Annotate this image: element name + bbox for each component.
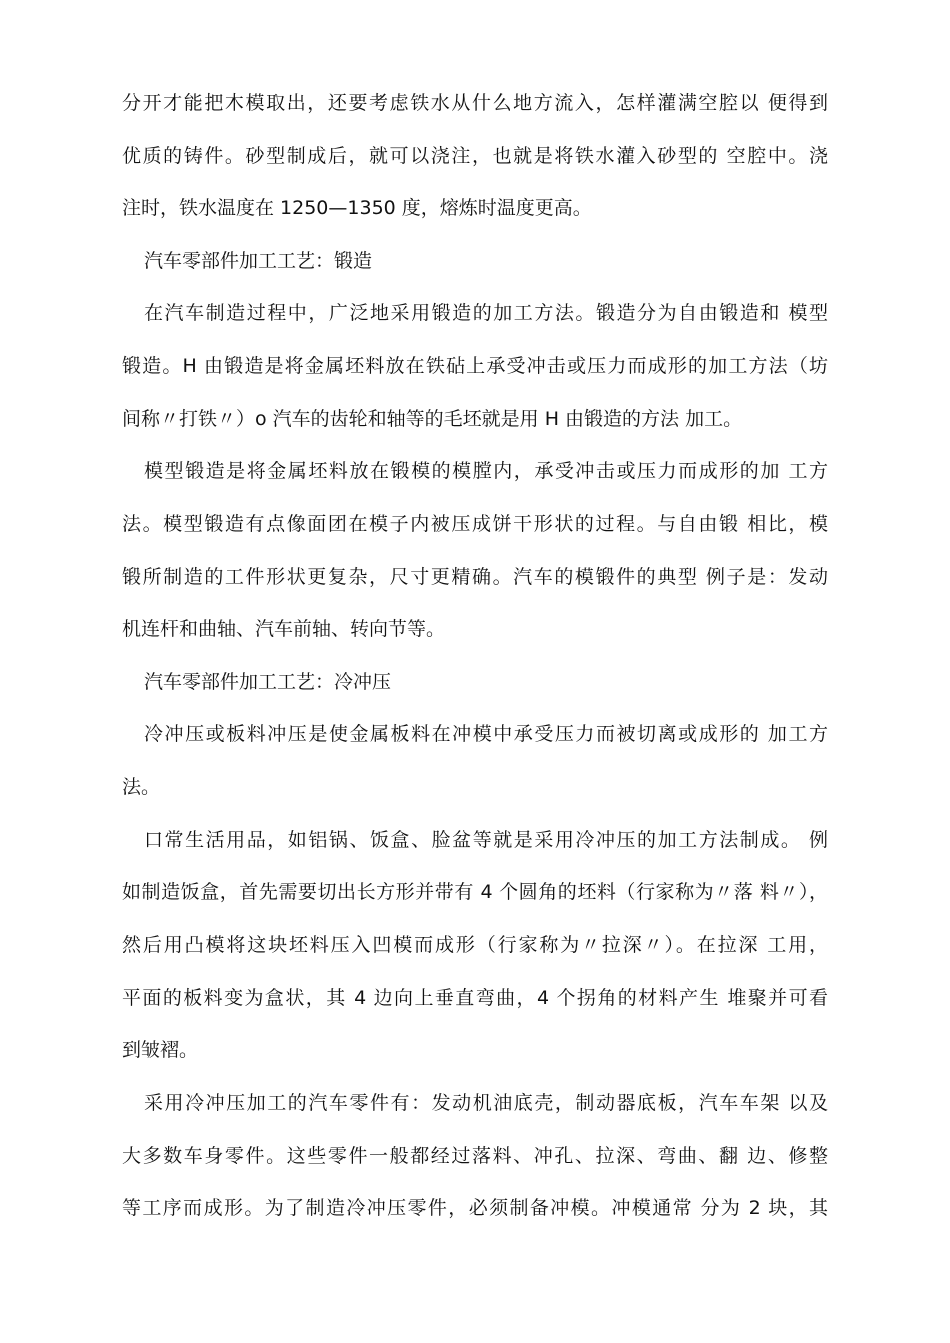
text-line: 锻造。H 由锻造是将金属坯料放在铁砧上承受冲击或压力而成形的加工方法（坊 (122, 355, 828, 377)
text-line: 模型锻造是将金属坯料放在锻模的模膛内，承受冲击或压力而成形的加 工方 (144, 460, 828, 482)
text-line: 采用冷冲压加工的汽车零件有：发动机油底壳，制动器底板，汽车车架 以及 (144, 1092, 828, 1114)
text-line: 分开才能把木模取出，还要考虑铁水从什么地方流入，怎样灌满空腔以 便得到 (122, 92, 828, 114)
text-line: 法。 (122, 776, 161, 798)
section-heading-forging: 汽车零部件加工工艺：锻造 (144, 250, 373, 272)
text-line: 口常生活用品，如铝锅、饭盒、脸盆等就是采用冷冲压的加工方法制成。 例 (144, 829, 828, 851)
text-line: 然后用凸模将这块坯料压入凹模而成形（行家称为〃拉深〃）。在拉深 工用， (122, 934, 828, 956)
text-line: 优质的铸件。砂型制成后，就可以浇注，也就是将铁水灌入砂型的 空腔中。浇 (122, 145, 828, 167)
text-line: 到皱褶。 (122, 1039, 199, 1061)
text-line: 如制造饭盒，首先需要切出长方形并带有 4 个圆角的坯料（行家称为〃落 料〃）， (122, 881, 828, 903)
text-line: 在汽车制造过程中，广泛地采用锻造的加工方法。锻造分为自由锻造和 模型 (144, 302, 828, 324)
text-line: 等工序而成形。为了制造冷冲压零件，必须制备冲模。冲模通常 分为 2 块，其 (122, 1197, 828, 1219)
text-line: 平面的板料变为盒状，其 4 边向上垂直弯曲，4 个拐角的材料产生 堆聚并可看 (122, 987, 828, 1009)
text-line: 冷冲压或板料冲压是使金属板料在冲模中承受压力而被切离或成形的 加工方 (144, 723, 828, 745)
text-line: 注时，铁水温度在 1250—1350 度，熔炼时温度更高。 (122, 197, 592, 219)
text-line: 机连杆和曲轴、汽车前轴、转向节等。 (122, 618, 446, 640)
text-line: 法。模型锻造有点像面团在模子内被压成饼干形状的过程。与自由锻 相比，模 (122, 513, 828, 535)
text-line: 大多数车身零件。这些零件一般都经过落料、冲孔、拉深、弯曲、翻 边、修整 (122, 1145, 828, 1167)
section-heading-stamping: 汽车零部件加工工艺：冷冲压 (144, 671, 392, 693)
text-line: 锻所制造的工件形状更复杂，尺寸更精确。汽车的模锻件的典型 例子是：发动 (122, 566, 828, 588)
text-line: 间称〃打铁〃）o 汽车的齿轮和轴等的毛坯就是用 H 由锻造的方法 加工。 (122, 408, 743, 430)
